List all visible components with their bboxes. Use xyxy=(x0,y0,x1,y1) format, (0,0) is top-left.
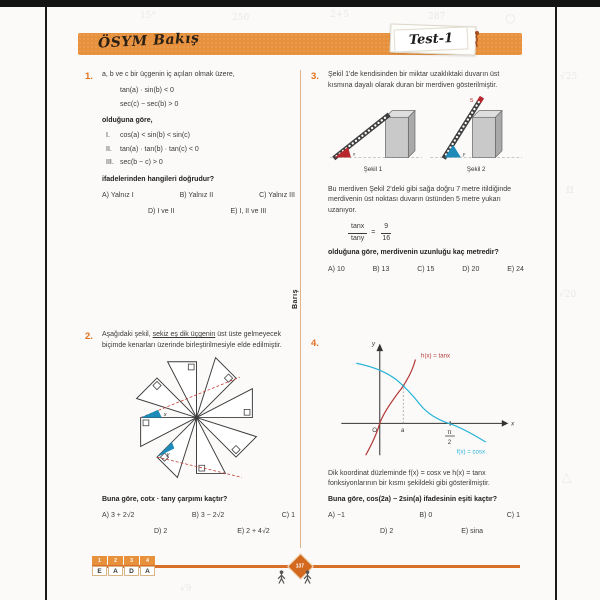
fraction-numerator: tanx xyxy=(348,222,367,234)
tan-curve xyxy=(366,360,416,456)
q2-intro-pre: Aşağıdaki şekil, xyxy=(102,331,153,338)
answer-key-answer: A xyxy=(108,566,123,576)
q2-question: Buna göre, cotx · tany çarpımı kaçtır? xyxy=(102,495,228,503)
q3-fraction xyxy=(344,222,524,244)
cos-curve-label: f(x) = cosx xyxy=(456,448,486,456)
figure-2-caption: Şekil 2 xyxy=(466,165,486,173)
photo-top-edge xyxy=(0,0,600,7)
question-2 xyxy=(85,330,295,537)
answer-key-number: 1 xyxy=(92,556,107,565)
question-3 xyxy=(311,70,524,275)
pi-label: π xyxy=(447,429,452,437)
math-doodle: △ xyxy=(562,470,572,484)
q2-option-a: A) 3 + 2√2 xyxy=(102,512,135,519)
person-icon xyxy=(302,570,313,585)
answer-key-number: 2 xyxy=(108,556,123,565)
math-doodle: ○ xyxy=(505,11,516,25)
q4-graph-figure xyxy=(328,337,520,464)
question-2-number: 2. xyxy=(85,331,93,342)
q1-item-1-text: cos(a) < sin(b) < sin(c) xyxy=(120,132,191,139)
math-doodle: √20 xyxy=(559,290,577,300)
q1-item-3-label: III. xyxy=(106,159,114,166)
question-1-number: 1. xyxy=(85,71,93,82)
column-divider xyxy=(300,70,301,548)
five-meter-label: 5 xyxy=(470,98,474,105)
answer-key-answer: E xyxy=(92,566,107,576)
ladder-figure-2 xyxy=(430,97,522,173)
q4-option-c: C) 1 xyxy=(506,512,520,519)
q1-item-1 xyxy=(106,131,295,142)
q3-option-e: E) 24 xyxy=(507,265,524,273)
angle-x-label: x xyxy=(163,412,167,419)
page-right-edge xyxy=(555,7,557,600)
math-doodle: 250 xyxy=(232,13,250,23)
answer-key-answer: D xyxy=(124,566,139,576)
q2-option-b: B) 3 − 2√2 xyxy=(191,512,225,519)
q3-paragraph: Bu merdiven Şekil 2'deki gibi sağa doğru 7 metre itildiğinde merdivenin üst noktası duvarın üstünden 5 metre yukarı uzanıyor. xyxy=(328,185,512,214)
figure-1-caption: Şekil 1 xyxy=(363,165,383,173)
q2-intro-underlined: sekiz eş dik üçgenin xyxy=(152,331,216,338)
q3-ladders-figure xyxy=(328,94,524,181)
q1-options-row-2 xyxy=(102,207,295,218)
q3-options-row xyxy=(328,265,524,276)
angle-x-label: x xyxy=(352,152,356,158)
q3-intro: Şekil 1'de kendisinden bir miktar uzaklıktaki duvarın üst kısmına dayalı olarak duran bir merdiven gösterilmiştir. xyxy=(328,71,500,89)
q1-item-3-text: sec(b − c) > 0 xyxy=(120,159,163,166)
y-axis-arrow xyxy=(376,344,383,352)
math-doodle: 15° xyxy=(140,11,156,21)
q4-paragraph: Dik koordinat düzleminde f(x) = cosx ve h(x) = tanx fonksiyonlarının bir kısmı şekildeki gibi gösterilmiştir. xyxy=(328,469,490,487)
angle-y-label: y xyxy=(462,152,466,158)
person-icon xyxy=(276,570,287,585)
q3-option-d: D) 20 xyxy=(462,265,480,273)
ladder-figure-1 xyxy=(330,111,422,173)
q1-option-a: A) Yalnız I xyxy=(102,192,134,199)
math-doodle: π xyxy=(566,182,574,196)
q1-item-2-label: II. xyxy=(106,145,112,153)
test-label: Test-1 xyxy=(408,31,454,48)
fraction-numerator: 9 xyxy=(381,222,391,234)
tan-curve-label: h(x) = tanx xyxy=(421,352,451,360)
q1-option-b: B) Yalnız II xyxy=(179,192,214,199)
q4-question: Buna göre, cos(2a) − 2sin(a) ifadesinin eşiti kaçtır? xyxy=(328,495,498,503)
q4-options-row-2 xyxy=(328,527,520,538)
q3-option-b: B) 13 xyxy=(372,265,390,273)
q2-pinwheel-figure xyxy=(124,354,295,490)
brand-logo: ÖSYM Bakış xyxy=(97,30,200,52)
q1-intro: a, b ve c bir üçgenin iç açıları olmak üzere, xyxy=(102,71,235,78)
q1-item-2 xyxy=(106,145,295,156)
q4-option-e: E) sina xyxy=(461,527,484,535)
q4-option-d: D) 2 xyxy=(380,527,394,535)
fraction-denominator: 16 xyxy=(382,234,391,242)
q1-option-d: D) I ve II xyxy=(148,207,175,215)
q3-option-c: C) 15 xyxy=(417,265,435,273)
answer-key-number: 4 xyxy=(140,556,155,565)
q4-options-row-1 xyxy=(328,511,520,522)
mascot-icon xyxy=(470,30,483,48)
answer-key-answer: A xyxy=(140,566,155,576)
x-axis-arrow xyxy=(502,420,509,427)
q2-option-e: E) 2 + 4√2 xyxy=(237,527,270,535)
question-4 xyxy=(311,337,520,537)
a-label: a xyxy=(400,426,405,434)
q1-options-row-1 xyxy=(102,191,295,202)
q1-expression-1: tan(a) · sin(b) < 0 xyxy=(120,86,174,94)
q2-options-row-1 xyxy=(102,511,295,522)
equals-sign: = xyxy=(371,228,376,236)
question-1 xyxy=(85,70,295,217)
q4-option-b: B) 0 xyxy=(419,512,433,519)
q2-option-d: D) 2 xyxy=(154,527,168,535)
q2-intro xyxy=(102,330,295,351)
q1-option-e: E) I, II ve III xyxy=(230,207,267,215)
q1-question: ifadelerinden hangileri doğrudur? xyxy=(102,175,215,183)
q1-mid-statement: olduğuna göre, xyxy=(102,116,153,124)
fraction-denominator: tany xyxy=(351,234,365,242)
question-4-number: 4. xyxy=(311,338,319,349)
y-axis-label: y xyxy=(372,340,376,348)
answer-key-number: 3 xyxy=(124,556,139,565)
q1-item-1-label: I. xyxy=(106,132,110,139)
question-3-number: 3. xyxy=(311,71,319,82)
page-left-edge xyxy=(45,7,47,600)
q3-option-a: A) 10 xyxy=(328,265,345,273)
spine-label: Barış xyxy=(291,286,300,312)
angle-y-label: y xyxy=(166,452,170,459)
math-doodle: √9 xyxy=(180,584,192,594)
x-axis-label: x xyxy=(511,420,515,428)
q2-options-row-2 xyxy=(102,527,295,538)
origin-label: O xyxy=(372,426,378,434)
two-label: 2 xyxy=(447,438,452,446)
q1-expression-2: sec(c) − sec(b) > 0 xyxy=(120,101,179,108)
q2-intro-post: üst üste gelmeyecek biçimde kenarları üzerinde birleştirilmesiyle elde edilmiştir. xyxy=(102,331,282,349)
q1-item-2-text: tan(a) · tan(b) · tan(c) < 0 xyxy=(120,145,199,153)
test-label-tag xyxy=(394,26,469,52)
q1-item-3 xyxy=(106,158,295,169)
math-doodle: 2+5 xyxy=(330,10,349,20)
math-doodle: √25 xyxy=(560,72,578,82)
q4-option-a: A) −1 xyxy=(328,512,345,519)
angle-x-wedge xyxy=(141,410,162,418)
answer-key xyxy=(92,556,156,576)
math-doodle: 287 xyxy=(428,12,446,22)
page-number: 137 xyxy=(296,563,305,570)
q1-option-c: C) Yalnız III xyxy=(259,192,295,199)
q2-option-c: C) 1 xyxy=(281,512,295,519)
q3-question: olduğuna göre, merdivenin uzunluğu kaç metredir? xyxy=(328,249,499,256)
